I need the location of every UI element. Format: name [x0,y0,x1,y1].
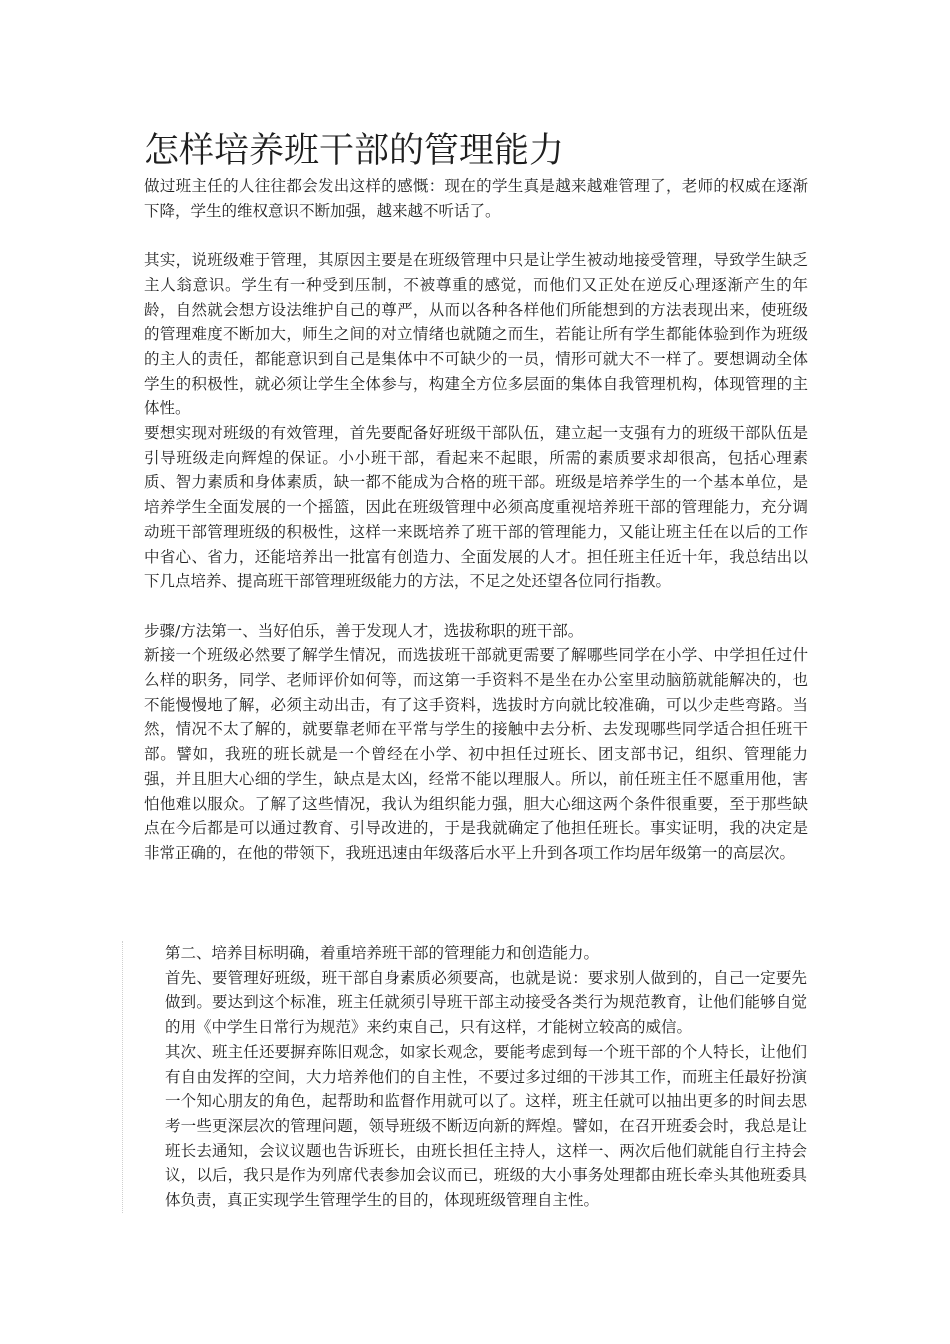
step1-body: 新接一个班级必然要了解学生情况，而选拔班干部就更需要了解哪些同学在小学、中学担任过什么样的职务，同学、老师评价如何等，而这第一手资料不是坐在办公室里动脑筋就能解决的，也不能慢慢地了解，必须主动出击，有了这手资料，选拔时方向就比较准确，可以少走些弯路。当然，情况不太了解的，就要靠老师在平常与学生的接触中去分析、去发现哪些同学适合担任班干部。譬如，我班的班长就是一个曾经在小学、初中担任过班长、团支部书记，组织、管理能力强，并且胆大心细的学生，缺点是太凶，经常不能以理服人。所以，前任班主任不愿重用他，害怕他难以服众。了解了这些情况，我认为组织能力强，胆大心细这两个条件很重要，至于那些缺点在今后都是可以通过教育、引导改进的，于是我就确定了他担任班长。事实证明，我的决定是非常正确的，在他的带领下，我班迅速由年级落后水平上升到各项工作均居年级第一的高层次。 [144,646,808,862]
body-paragraph-2: 要想实现对班级的有效管理，首先要配备好班级干部队伍，建立起一支强有力的班级干部队伍是引导班级走向辉煌的保证。小小班干部，看起来不起眼，所需的素质要求却很高，包括心理素质、智力素质和身体素质，缺一都不能成为合格的班干部。班级是培养学生的一个基本单位，是培养学生全面发展的一个摇篮，因此在班级管理中必须高度重视培养班干部的管理能力，充分调动班干部管理班级的积极性，这样一来既培养了班干部的管理能力，又能让班主任在以后的工作中省心、省力，还能培养出一批富有创造力、全面发展的人才。担任班主任近十年，我总结出以下几点培养、提高班干部管理班级能力的方法，不足之处还望各位同行指教。 [144,424,808,591]
step2-paragraph-1: 首先、要管理好班级，班干部自身素质必须要高，也就是说：要求别人做到的，自己一定要先做到。要达到这个标准，班主任就须引导班干部主动接受各类行为规范教育，让他们能够自觉的用《中学生日常行为规范》来约束自己，只有这样，才能树立较高的威信。 [165,968,807,1037]
paragraph-gap [144,594,808,619]
article-title: 怎样培养班干部的管理能力 [144,131,565,171]
step1-heading: 步骤/方法第一、当好伯乐，善于发现人才，选拔称职的班干部。 [144,621,584,640]
intro-paragraph: 做过班主任的人往往都会发出这样的感慨：现在的学生真是越来越难管理了，老师的权威在逐渐下降，学生的维权意识不断加强，越来越不听话了。 [144,177,808,220]
blockquote-step2 [122,941,808,1213]
step2-heading: 第二、培养目标明确，着重培养班干部的管理能力和创造能力。 [165,944,600,962]
paragraph-gap [144,223,808,248]
step2-paragraph-2: 其次、班主任还要摒弃陈旧观念，如家长观念，要能考虑到每一个班干部的个人特长，让他们有自由发挥的空间，大力培养他们的自主性，不要过多过细的干涉其工作，而班主任最好扮演一个知心朋友的角色，起帮助和监督作用就可以了。这样，班主任就可以抽出更多的时间去思考一些更深层次的管理问题，领导班级不断迈向新的辉煌。譬如，在召开班委会时，我总是让班长去通知，会议议题也告诉班长，由班长担任主持人，这样一、两次后他们就能自行主持会议，以后，我只是作为列席代表参加会议而已，班级的大小事务处理都由班长牵头其他班委具体负责，真正实现学生管理学生的目的，体现班级管理自主性。 [165,1042,807,1210]
body-paragraph-1: 其实，说班级难于管理，其原因主要是在班级管理中只是让学生被动地接受管理，导致学生缺乏主人翁意识。学生有一种受到压制，不被尊重的感觉，而他们又正处在逆反心理逐渐产生的年龄，自然就会想方设法维护自己的尊严，从而以各种各样他们所能想到的方法表现出来，使班级的管理难度不断加大，师生之间的对立情绪也就随之而生，若能让所有学生都能体验到作为班级的主人的责任，都能意识到自己是集体中不可缺少的一员，情形可就大不一样了。要想调动全体学生的积极性，就必须让学生全体参与，构建全方位多层面的集体自我管理机构，体现管理的主体性。 [144,251,808,418]
article [144,128,808,866]
